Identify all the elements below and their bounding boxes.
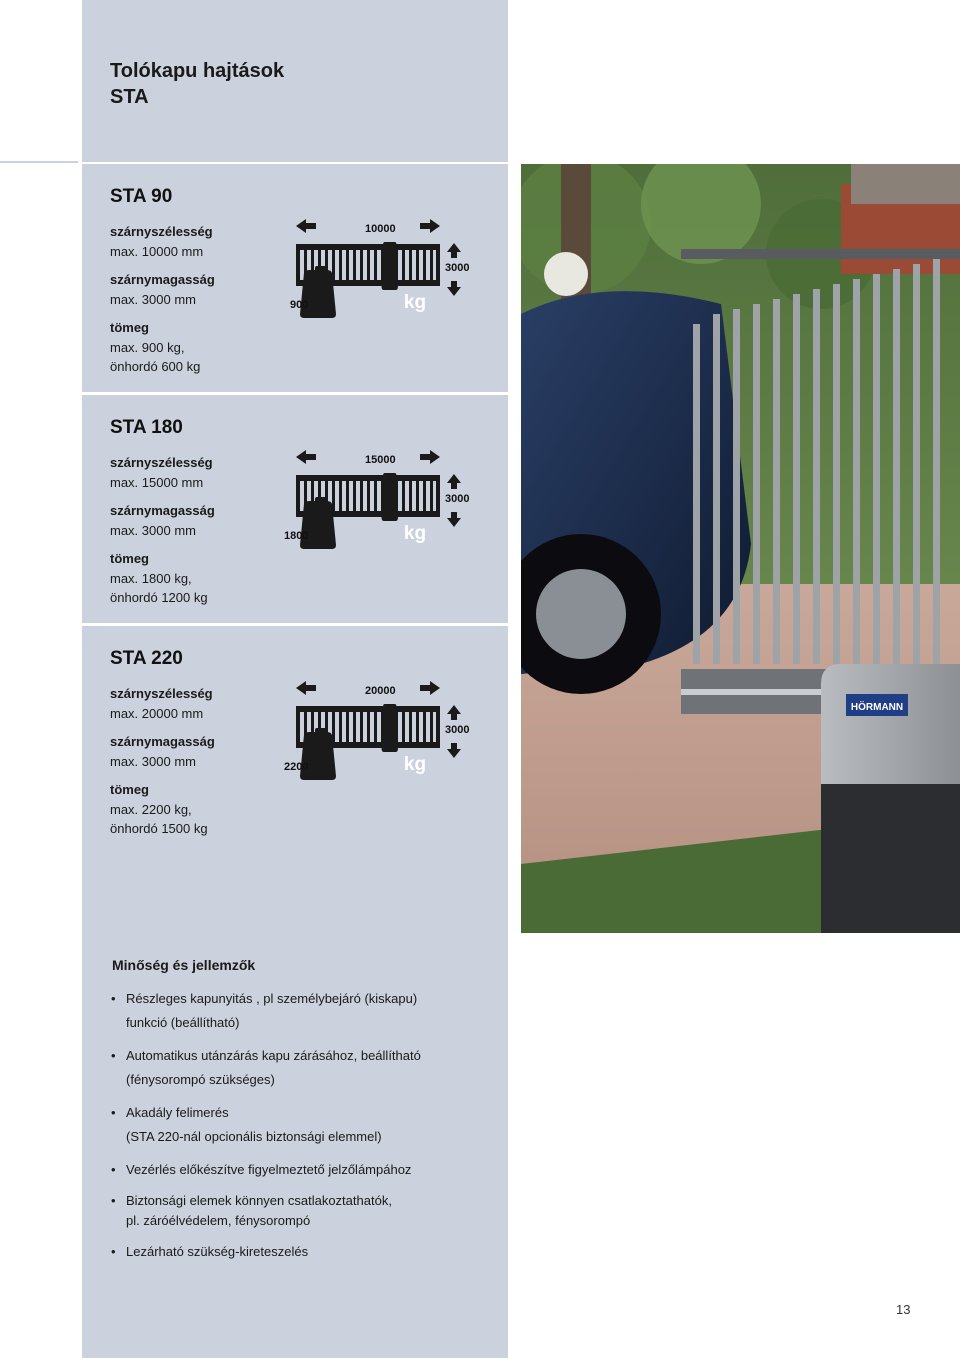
- weight-label: tömeg: [110, 551, 149, 566]
- height-value: max. 3000 mm: [110, 753, 196, 769]
- gate-diagram: [282, 678, 482, 788]
- weight-value: max. 1800 kg,: [110, 570, 192, 586]
- kg-icon-label: kg: [403, 292, 427, 313]
- height-label: szárnymagasság: [110, 503, 215, 518]
- list-item: [110, 1044, 490, 1092]
- diagram-weight-label: 1800: [284, 530, 309, 542]
- kg-icon-label: kg: [403, 754, 427, 775]
- page-title: [110, 58, 284, 110]
- list-item-line2: (STA 220-nál opcionális biztonsági elemmel): [126, 1129, 382, 1144]
- weight-value: max. 900 kg,: [110, 339, 185, 355]
- height-label: szárnymagasság: [110, 734, 215, 749]
- model-name: STA 90: [110, 186, 173, 207]
- model-specs: [110, 222, 310, 386]
- left-rule: [0, 161, 78, 163]
- width-value: max. 10000 mm: [110, 243, 204, 259]
- features-list: [110, 987, 490, 1273]
- list-item-line1: • Automatikus utánzárás kapu zárásához, beállítható: [126, 1048, 421, 1063]
- diagram-height-label: 3000: [445, 724, 470, 736]
- width-value: max. 15000 mm: [110, 474, 204, 490]
- diagram-weight-label: 900: [290, 299, 309, 311]
- motor-brand-label: HÖRMANN: [850, 702, 904, 713]
- width-label: szárnyszélesség: [110, 455, 213, 470]
- diagram-width-label: 10000: [365, 223, 396, 235]
- list-item-line1: • Akadály felimerés: [126, 1105, 229, 1120]
- list-item-line1: • Lezárható szükség-kireteszelés: [126, 1244, 309, 1259]
- page-number: 13: [896, 1302, 911, 1317]
- page-title-line2: STA: [110, 86, 149, 108]
- model-specs: [110, 684, 310, 848]
- list-item: [110, 1191, 490, 1231]
- features-title: Minőség és jellemzők: [112, 957, 256, 973]
- model-name: STA 180: [110, 417, 183, 438]
- diagram-height-label: 3000: [445, 493, 470, 505]
- list-item: [110, 1101, 490, 1149]
- weight-label: tömeg: [110, 320, 149, 335]
- weight-label: tömeg: [110, 782, 149, 797]
- list-item: [110, 987, 490, 1035]
- kg-icon-label: kg: [403, 523, 427, 544]
- height-value: max. 3000 mm: [110, 522, 196, 538]
- weight-value-selfsupporting: önhordó 600 kg: [110, 359, 201, 374]
- weight-value-selfsupporting: önhordó 1500 kg: [110, 821, 208, 836]
- gate-diagram: [282, 216, 482, 326]
- list-item-line2: funkció (beállítható): [126, 1015, 240, 1030]
- list-item-line2: pl. záróélvédelem, fénysorompó: [126, 1213, 311, 1228]
- model-sta90: [82, 164, 508, 392]
- diagram-width-label: 20000: [365, 685, 396, 697]
- weight-value: max. 2200 kg,: [110, 801, 192, 817]
- width-value: max. 20000 mm: [110, 705, 204, 721]
- gate-photo: [521, 164, 960, 933]
- height-label: szárnymagasság: [110, 272, 215, 287]
- list-item-line1: • Biztonsági elemek könnyen csatlakoztathatók,: [126, 1193, 392, 1208]
- model-sta220: [82, 626, 508, 854]
- width-label: szárnyszélesség: [110, 686, 213, 701]
- list-item-line1: • Részleges kapunyitás , pl személybejáró (kiskapu): [126, 991, 418, 1006]
- page-title-line1: Tolókapu hajtások: [110, 60, 285, 82]
- gate-diagram: [282, 447, 482, 557]
- model-sta180: [82, 395, 508, 623]
- gate-photo-art: [521, 164, 960, 933]
- list-item: [110, 1240, 490, 1264]
- list-item-line2: (fénysorompó szükséges): [126, 1072, 275, 1087]
- diagram-width-label: 15000: [365, 454, 396, 466]
- diagram-weight-label: 2200: [284, 761, 309, 773]
- height-value: max. 3000 mm: [110, 291, 196, 307]
- weight-value-selfsupporting: önhordó 1200 kg: [110, 590, 208, 605]
- list-item-line1: • Vezérlés előkészítve figyelmeztető jelzőlámpához: [126, 1162, 412, 1177]
- model-specs: [110, 453, 310, 617]
- width-label: szárnyszélesség: [110, 224, 213, 239]
- list-item: [110, 1158, 490, 1182]
- model-name: STA 220: [110, 648, 183, 669]
- diagram-height-label: 3000: [445, 262, 470, 274]
